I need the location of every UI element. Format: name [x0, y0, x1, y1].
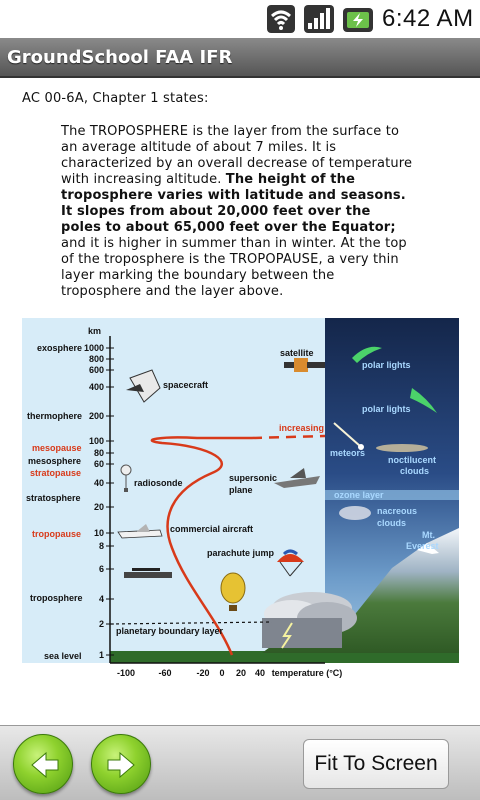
y-tick: 60 — [93, 459, 104, 469]
fit-to-screen-button[interactable]: Fit To Screen — [303, 739, 449, 789]
label-spacecraft: spacecraft — [163, 380, 209, 390]
label-supersonic: supersonic — [229, 473, 278, 483]
x-tick: -100 — [116, 668, 136, 678]
layer-thermophere: thermophere — [27, 411, 83, 421]
arrow-right-icon — [102, 745, 142, 785]
y-tick: 200 — [88, 411, 104, 421]
bottom-bar — [0, 725, 480, 800]
y-tick: 1 — [98, 650, 104, 660]
layer-troposphere: troposphere — [30, 593, 83, 603]
y-tick: 80 — [93, 448, 104, 458]
intro-text: AC 00-6A, Chapter 1 states: — [22, 91, 209, 106]
label-increasing: increasing — [279, 423, 325, 433]
content-area[interactable] — [0, 80, 480, 725]
label-parachute-jump: parachute jump — [207, 548, 275, 558]
label-noctilucent-clouds: clouds — [400, 466, 430, 476]
title-bar — [0, 38, 480, 78]
quote-part-2: and it is higher in summer than in winter. At the top of the troposphere is the TROPOPAUSE, a very thin layer marking the boundary between the troposphere and the layer above. — [61, 236, 407, 299]
nacreous-cloud — [339, 506, 371, 520]
status-bar — [0, 0, 480, 38]
x-tick: 20 — [235, 668, 247, 678]
quote-bold: The height of the troposphere varies with latitude and seasons. It slopes from about 20,000 feet over the poles to about 65,000 feet over the Equator; — [61, 172, 406, 235]
layer-sea-level: sea level — [44, 651, 82, 661]
arrow-left-icon — [24, 745, 64, 785]
label-meteors: meteors — [330, 448, 366, 458]
y-tick: 1000 — [83, 343, 104, 353]
noctilucent-cloud — [376, 444, 428, 452]
clock: 6:42 AM — [382, 5, 474, 32]
wifi-icon — [266, 4, 296, 34]
y-tick: 6 — [98, 564, 104, 574]
label-commercial-aircraft: commercial aircraft — [170, 524, 254, 534]
layer-stratopause: stratopause — [30, 468, 82, 478]
label-mt: Mt. — [422, 530, 435, 540]
layer-exosphere: exosphere — [37, 343, 83, 353]
label-planetary-boundary-layer: planetary boundary layer — [116, 626, 224, 636]
battery-charging-icon — [342, 6, 376, 34]
y-tick: 400 — [88, 382, 104, 392]
quote-text — [61, 124, 413, 300]
label-plane: plane — [229, 485, 253, 495]
y-tick: 10 — [93, 528, 104, 538]
label-ozone-layer: ozone layer — [334, 490, 384, 500]
quote-part-1: The TROPOSPHERE is the layer from the surface to an average altitude of about 7 miles. It is characterized by an overall decrease of temperature with increasing altitude. — [61, 124, 413, 187]
label-nacreous: nacreous — [377, 506, 418, 516]
x-tick: -20 — [196, 668, 210, 678]
label-satellite: satellite — [280, 348, 314, 358]
forward-button[interactable] — [91, 734, 151, 794]
y-tick: 600 — [88, 365, 104, 375]
label-radiosonde: radiosonde — [134, 478, 183, 488]
back-button[interactable] — [13, 734, 73, 794]
x-tick: 40 — [254, 668, 266, 678]
layer-stratosphere: stratosphere — [26, 493, 81, 503]
y-tick: 2 — [98, 619, 104, 629]
atmosphere-diagram — [22, 318, 459, 683]
app-title: GroundSchool FAA IFR — [7, 47, 233, 68]
label-polar-lights-2: polar lights — [362, 404, 411, 414]
signal-icon — [303, 4, 335, 34]
y-tick: 4 — [98, 594, 104, 604]
label-everest: Everest — [406, 541, 439, 551]
y-unit: km — [88, 326, 102, 336]
layer-mesosphere: mesosphere — [28, 456, 82, 466]
x-axis-label: temperature (°C) — [271, 668, 343, 678]
x-tick: 0 — [219, 668, 225, 678]
y-tick: 40 — [93, 478, 104, 488]
y-tick: 100 — [88, 436, 104, 446]
label-polar-lights-1: polar lights — [362, 360, 411, 370]
y-tick: 8 — [98, 541, 104, 551]
x-tick: -60 — [158, 668, 172, 678]
label-noctilucent: noctilucent — [388, 455, 437, 465]
y-tick: 800 — [88, 354, 104, 364]
y-tick: 20 — [93, 502, 104, 512]
layer-mesopause: mesopause — [32, 443, 82, 453]
layer-tropopause: tropopause — [32, 529, 82, 539]
label-nacreous-clouds: clouds — [377, 518, 407, 528]
